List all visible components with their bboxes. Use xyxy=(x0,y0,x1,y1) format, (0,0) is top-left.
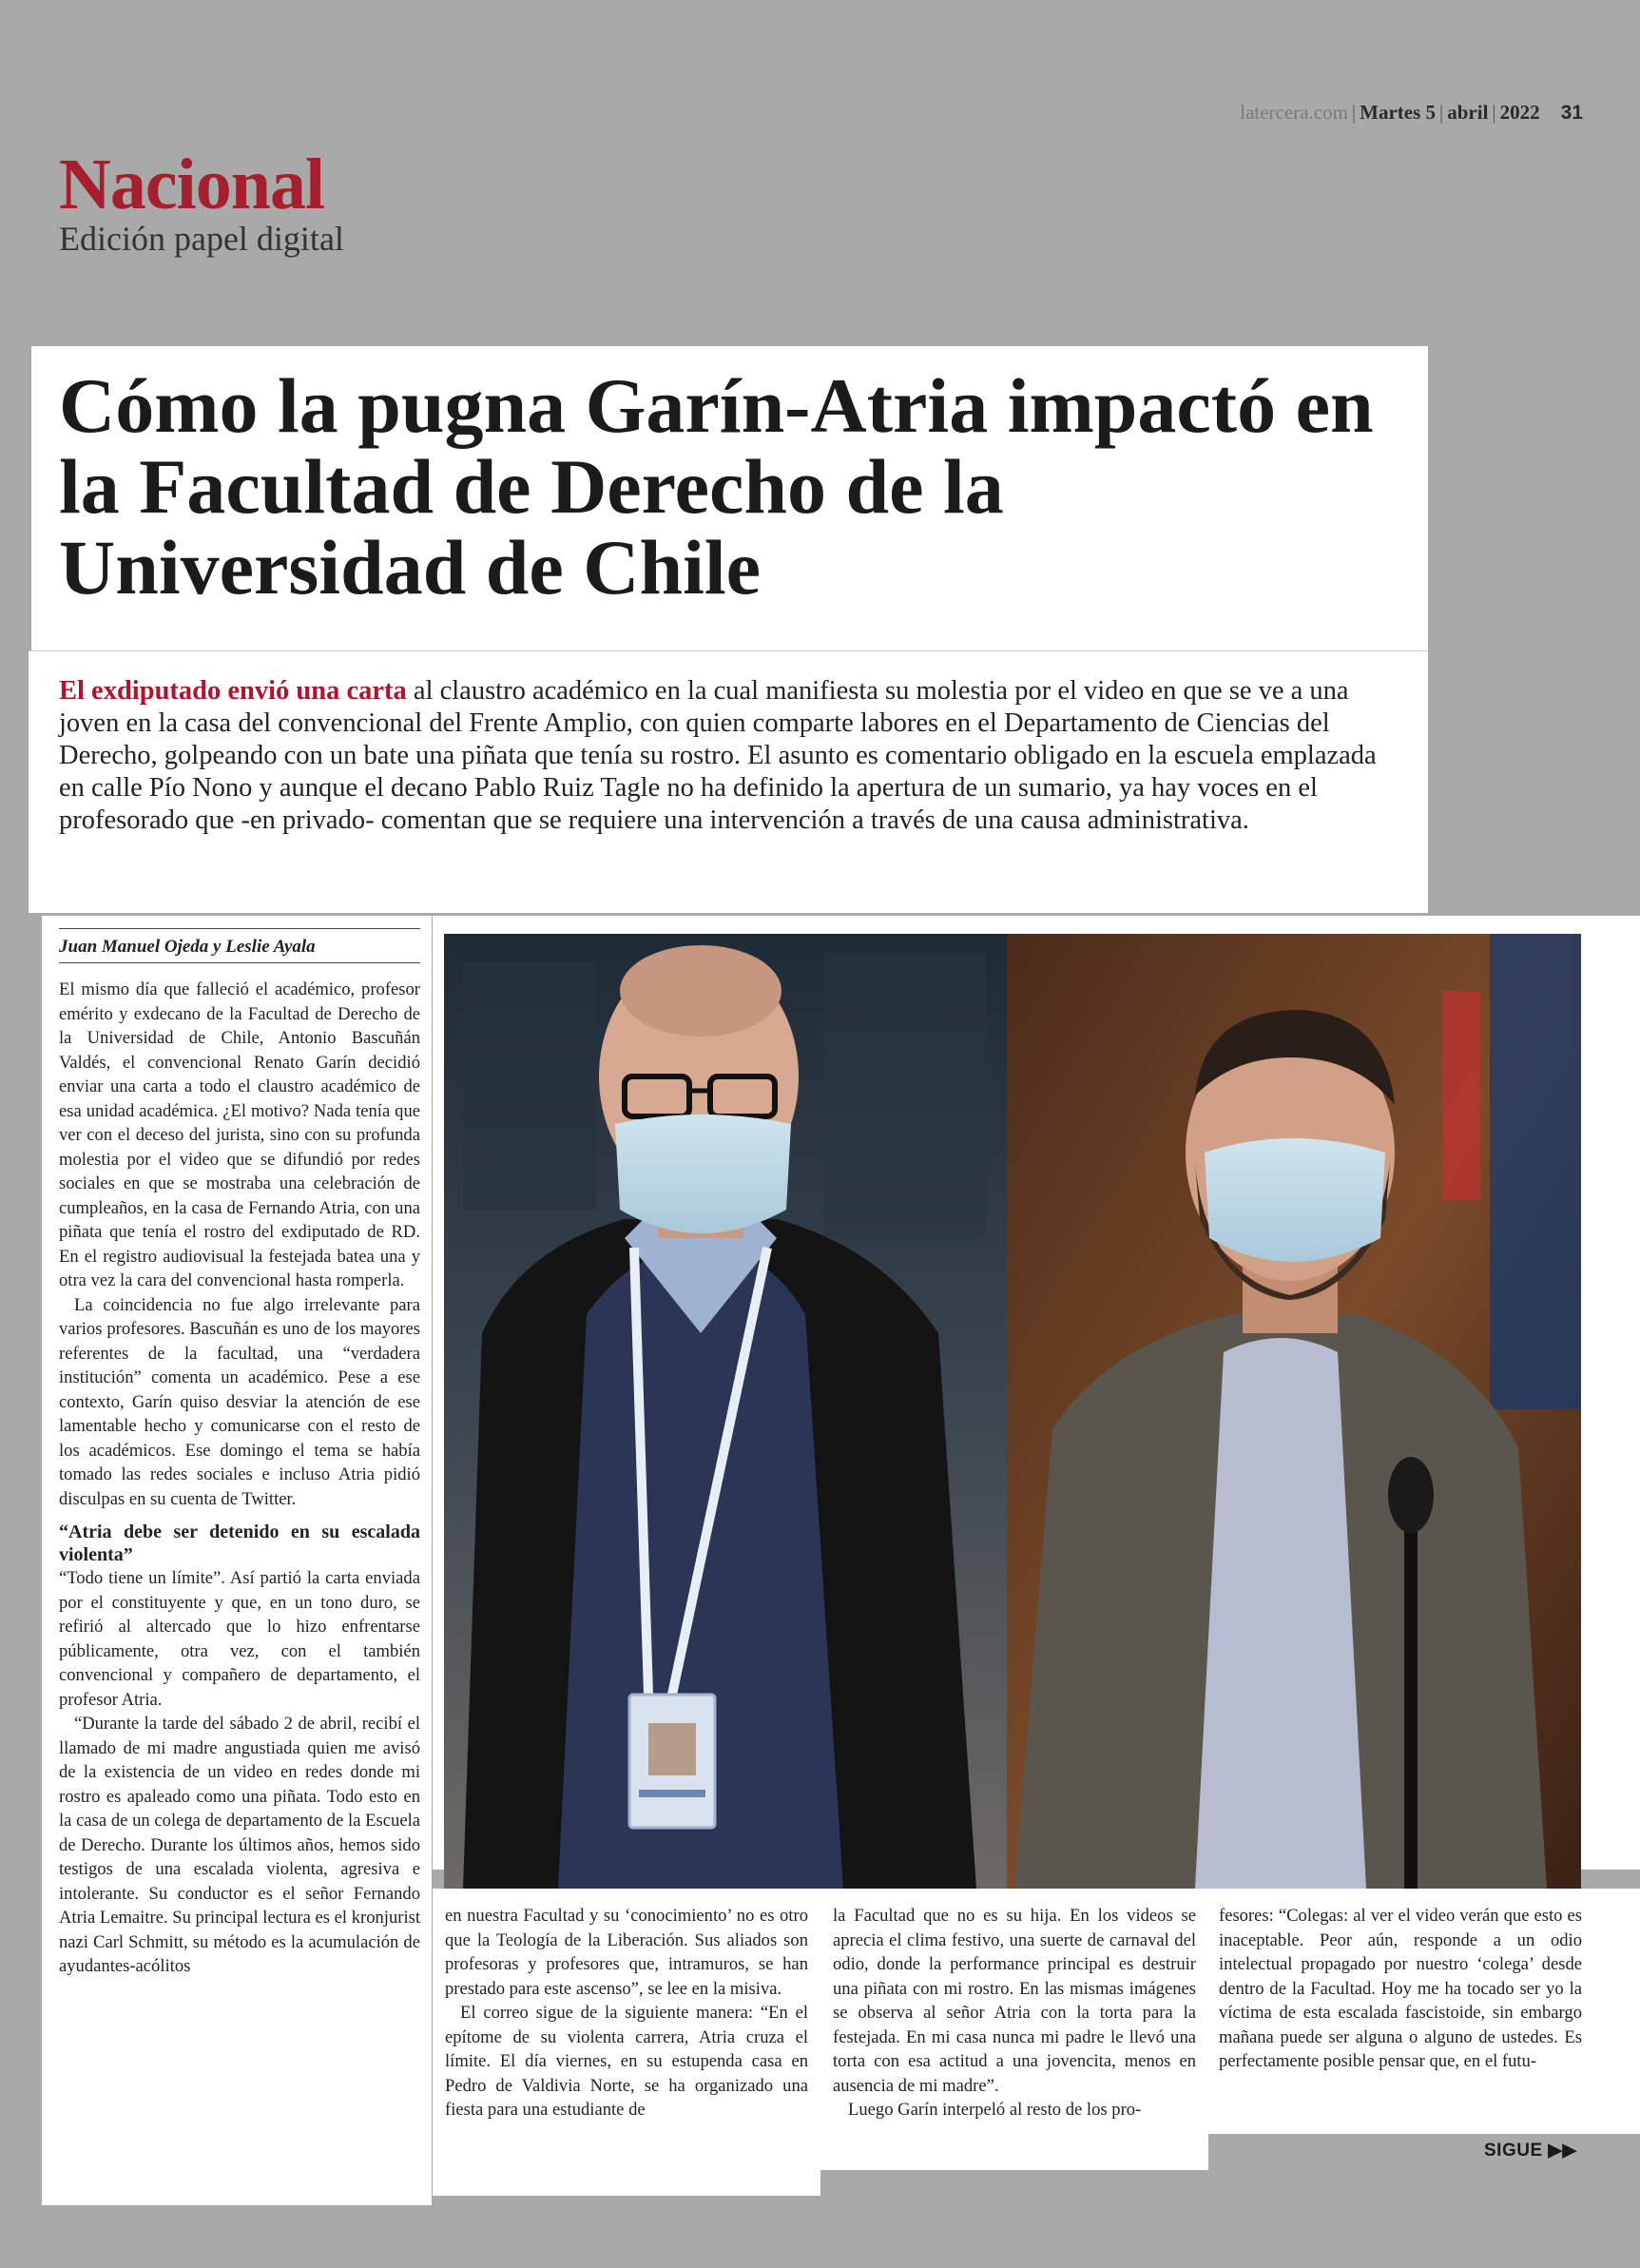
edition-label: Edición papel digital xyxy=(59,220,344,258)
site-name: latercera.com xyxy=(1240,101,1348,124)
column-1 xyxy=(59,978,420,1979)
article-photo xyxy=(444,934,1581,1889)
column-4 xyxy=(1219,1904,1582,2074)
page-number: 31 xyxy=(1560,102,1583,124)
col4-paragraph: fesores: “Colegas: al ver el video verán que esto es inaceptable. Peor aún, responde a un odio intelectual propagado por nuestro ‘colega’ desde dentro de la Facultad. Hoy me ha tocado ser yo la víctima de esta escalada fascistoide, sin embargo mañana puede ser alguna o alguno de ustedes. Es perfectamente posible pensar que, en el futu- xyxy=(1219,1906,1582,2071)
col1-paragraph: La coincidencia no fue algo irrelevante para varios profesores. Bascuñán es uno de los mayores referentes de la facultad, una “verdadera institución” comenta un académico. Pese a ese contexto, Garín quiso desviar la atención de ese lamentable hecho y comunicarse con el resto de los académicos. Ese domingo el tema se había tomado las redes sociales e incluso Atria pidió disculpas en su cuenta de Twitter. xyxy=(59,1294,420,1509)
continue-label: SIGUE ▶▶ xyxy=(1484,2141,1577,2161)
col2-paragraph: en nuestra Facultad y su ‘conocimiento’ no es otro que la Teología de la Liberación. Sus aliados son profesoras y profesores que, intramuros, se han prestado para este ascenso”, se lee en la misiva. xyxy=(445,1906,808,1999)
col3-paragraph: Luego Garín interpeló al resto de los pro- xyxy=(848,2100,1142,2120)
page-header-meta: latercera.com | Martes 5 | abril | 2022 31 xyxy=(1240,101,1583,124)
lead-text: al claustro académico en la cual manifiesta su molestia por el video en que se ve a una joven en la casa del convencional del Frente Amplio, con quien comparte labores en el Departamento de Ciencias del Derecho, golpeando con un bate una piñata que tenía su rostro. El asunto es comentario obligado en la escuela emplazada en calle Pío Nono y aunque el decano Pablo Ruiz Tagle no ha definido la apertura de un sumario, ya hay voces en el profesorado que -en privado- comentan que se requiere una intervención a través de una causa administrativa. xyxy=(59,676,1377,835)
col1-paragraph: El mismo día que falleció el académico, profesor emérito y exdecano de la Facultad de Derecho de la Universidad de Chile, Antonio Bascuñán Valdés, el convencional Renato Garín decidió enviar una carta a todo el claustro académico de esa unidad académica. ¿El motivo? Nada tenía que ver con el deceso del jurista, sino con su profunda molestia por el video que se difundió por redes sociales en que se mostraba una celebración de cumpleaños, en la casa de Fernando Atria, con una piñata que tenía el rostro del exdiputado de RD. En el registro audiovisual la festejada batea una y otra vez la cara del convencional hasta romperla. xyxy=(59,979,420,1290)
column-3 xyxy=(833,1904,1196,2123)
issue-year: 2022 xyxy=(1499,101,1540,124)
subheading: “Atria debe ser detenido en su escalada violenta” xyxy=(59,1522,420,1565)
article-headline: Cómo la pugna Garín-Atria impactó en la Facultad de Derecho de la Universidad de Chile xyxy=(59,362,1374,611)
col3-paragraph: la Facultad que no es su hija. En los videos se aprecia el clima festivo, una suerte de carnaval del odio, donde la performance principal es destruir una piñata con mi rostro. En las mismas imágenes se observa al señor Atria con la torta para la festejada. En mi casa nunca mi padre le llevó una torta con esa actitud a una jovencita, menos en ausencia de mi madre”. xyxy=(833,1906,1196,2096)
byline-rule xyxy=(59,928,420,929)
photo-right-subject xyxy=(1007,934,1581,1889)
photo-left-subject xyxy=(444,934,1007,1889)
article-lead xyxy=(59,675,1390,837)
section-title: Nacional xyxy=(59,145,325,224)
col1-paragraph: “Todo tiene un límite”. Así partió la carta enviada por el constituyente y que, en un tono duro, se refirió al altercado que lo hizo enfrentarse públicamente, otra vez, con el también convencional y compañero de departamento, el profesor Atria. xyxy=(59,1568,420,1710)
issue-day: Martes 5 xyxy=(1360,101,1437,124)
column-2 xyxy=(445,1904,808,2123)
col2-paragraph: El correo sigue de la siguiente manera: “En el epítome de su violenta carrera, Atria cruza el límite. El día viernes, en su estupenda casa en Pedro de Valdivia Norte, se ha organizado una fiesta para una estudiante de xyxy=(445,2003,808,2120)
byline: Juan Manuel Ojeda y Leslie Ayala xyxy=(59,937,420,963)
issue-month: abril xyxy=(1447,101,1489,124)
lead-highlight: El exdiputado envió una carta xyxy=(59,676,407,706)
col1-paragraph: “Durante la tarde del sábado 2 de abril, recibí el llamado de mi madre angustiada quien me avisó de la existencia de un video en redes donde mi rostro es apaleado como una piñata. Todo esto en la casa de un colega de departamento de la Escuela de Derecho. Durante los últimos años, hemos sido testigos de una escalada violenta, agresiva e intolerante. Su conductor es el señor Fernando Atria Lemaitre. Su principal lectura es el kronjurist nazi Carl Schmitt, su método es la acumulación de ayudantes-acólitos xyxy=(59,1714,421,1976)
